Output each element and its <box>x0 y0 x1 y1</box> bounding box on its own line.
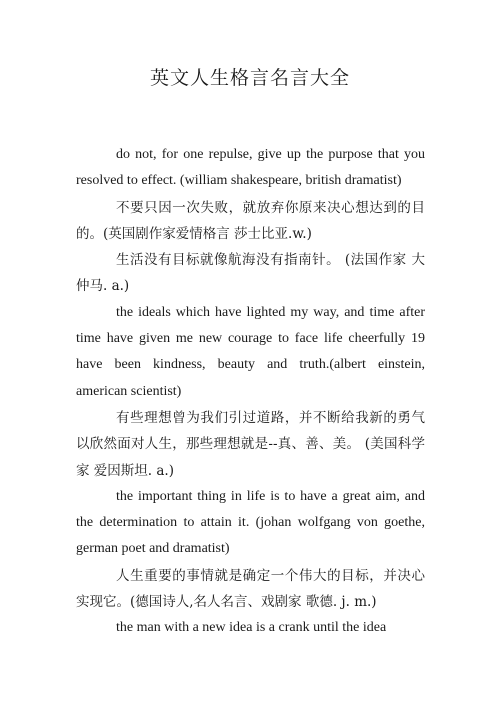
paragraph-english: the man with a new idea is a crank until the idea <box>116 620 387 636</box>
paragraph-english: the ideals which have lighted my way, and time after time have given me new courage to face life cheerfully 19 have been kindness, beauty and truth.(albert einstein, american scientist) <box>76 304 425 399</box>
paragraph-english: do not, for one repulse, give up the purpose that you resolved to effect. (william shakespeare, british dramatist) <box>76 147 425 189</box>
paragraph-chinese: 不要只因一次失败，就放弃你原来决心想达到的目的。(英国剧作家爱情格言 莎士比亚.w.) <box>76 199 425 242</box>
paragraph-chinese: 有些理想曾为我们引过道路，并不断给我新的勇气以欣然面对人生，那些理想就是--真、善、美。 (美国科学家 爱因斯坦. a.) <box>76 409 425 479</box>
paragraph-chinese: 生活没有目标就像航海没有指南针。 (法国作家 大仲马. a.) <box>76 252 425 295</box>
document-body <box>76 142 425 642</box>
paragraph-english: the important thing in life is to have a great aim, and the determination to attain it. (johan wolfgang von goethe, german poet and dramatist) <box>76 488 425 557</box>
document-title: 英文人生格言名言大全 <box>149 67 350 89</box>
paragraph-chinese: 人生重要的事情就是确定一个伟大的目标，并决心实现它。(德国诗人,名人名言、戏剧家 歌德. j. m.) <box>76 567 425 611</box>
